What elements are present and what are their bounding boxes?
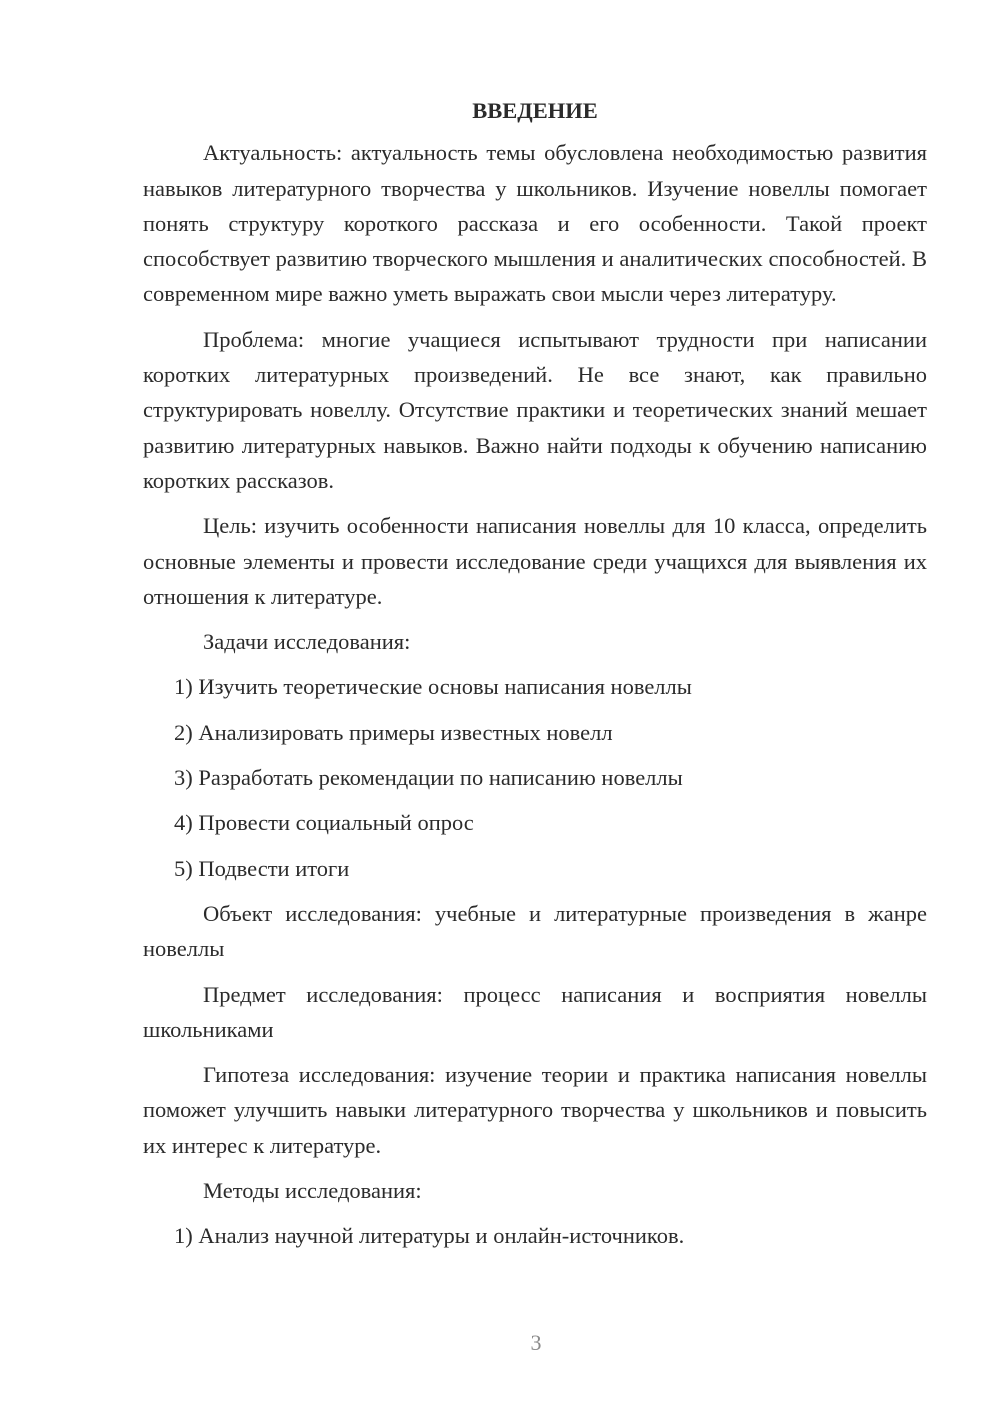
hypothesis-paragraph: Гипотеза исследования: изучение теории и практика написания новеллы поможет улучшить навыки литературного творчества у школьников и повысить их интерес к литературе. (143, 1062, 927, 1158)
subject-paragraph: Предмет исследования: процесс написания и восприятия новеллы школьниками (143, 981, 927, 1042)
task-item: 4) Провести социальный опрос (174, 810, 474, 836)
relevance-paragraph: Актуальность: актуальность темы обусловлена необходимостью развития навыков литературного творчества у школьников. Изучение новеллы помогает понять структуру короткого рассказа и его особенности. Такой проект способствует развитию творческого мышления и аналитических способностей. В современном мире важно уметь выражать свои мысли через литературу. (143, 140, 927, 307)
section-heading: ВВЕДЕНИЕ (472, 98, 598, 123)
page-number: 3 (530, 1330, 542, 1355)
task-item: 2) Анализировать примеры известных новелл (174, 719, 613, 745)
task-item: 1) Изучить теоретические основы написания новеллы (174, 674, 692, 700)
problem-paragraph: Проблема: многие учащиеся испытывают трудности при написании коротких литературных произведений. Не все знают, как правильно структурировать новеллу. Отсутствие практики и теоретических знаний мешает развитию литературных навыков. Важно найти подходы к обучению написанию коротких рассказов. (143, 326, 927, 493)
task-item: 3) Разработать рекомендации по написанию новеллы (174, 765, 683, 791)
methods-list (143, 1218, 927, 1253)
tasks-label: Задачи исследования: (203, 629, 411, 655)
methods-label: Методы исследования: (203, 1178, 422, 1204)
method-item: 1) Анализ научной литературы и онлайн-источников. (174, 1223, 685, 1249)
object-paragraph: Объект исследования: учебные и литературные произведения в жанре новеллы (143, 900, 927, 962)
task-item: 5) Подвести итоги (174, 855, 350, 881)
page-content (143, 93, 927, 1264)
goal-paragraph: Цель: изучить особенности написания новеллы для 10 класса, определить основные элементы и провести исследование среди учащихся для выявления их отношения к литературе. (143, 513, 927, 609)
tasks-list (143, 669, 927, 885)
